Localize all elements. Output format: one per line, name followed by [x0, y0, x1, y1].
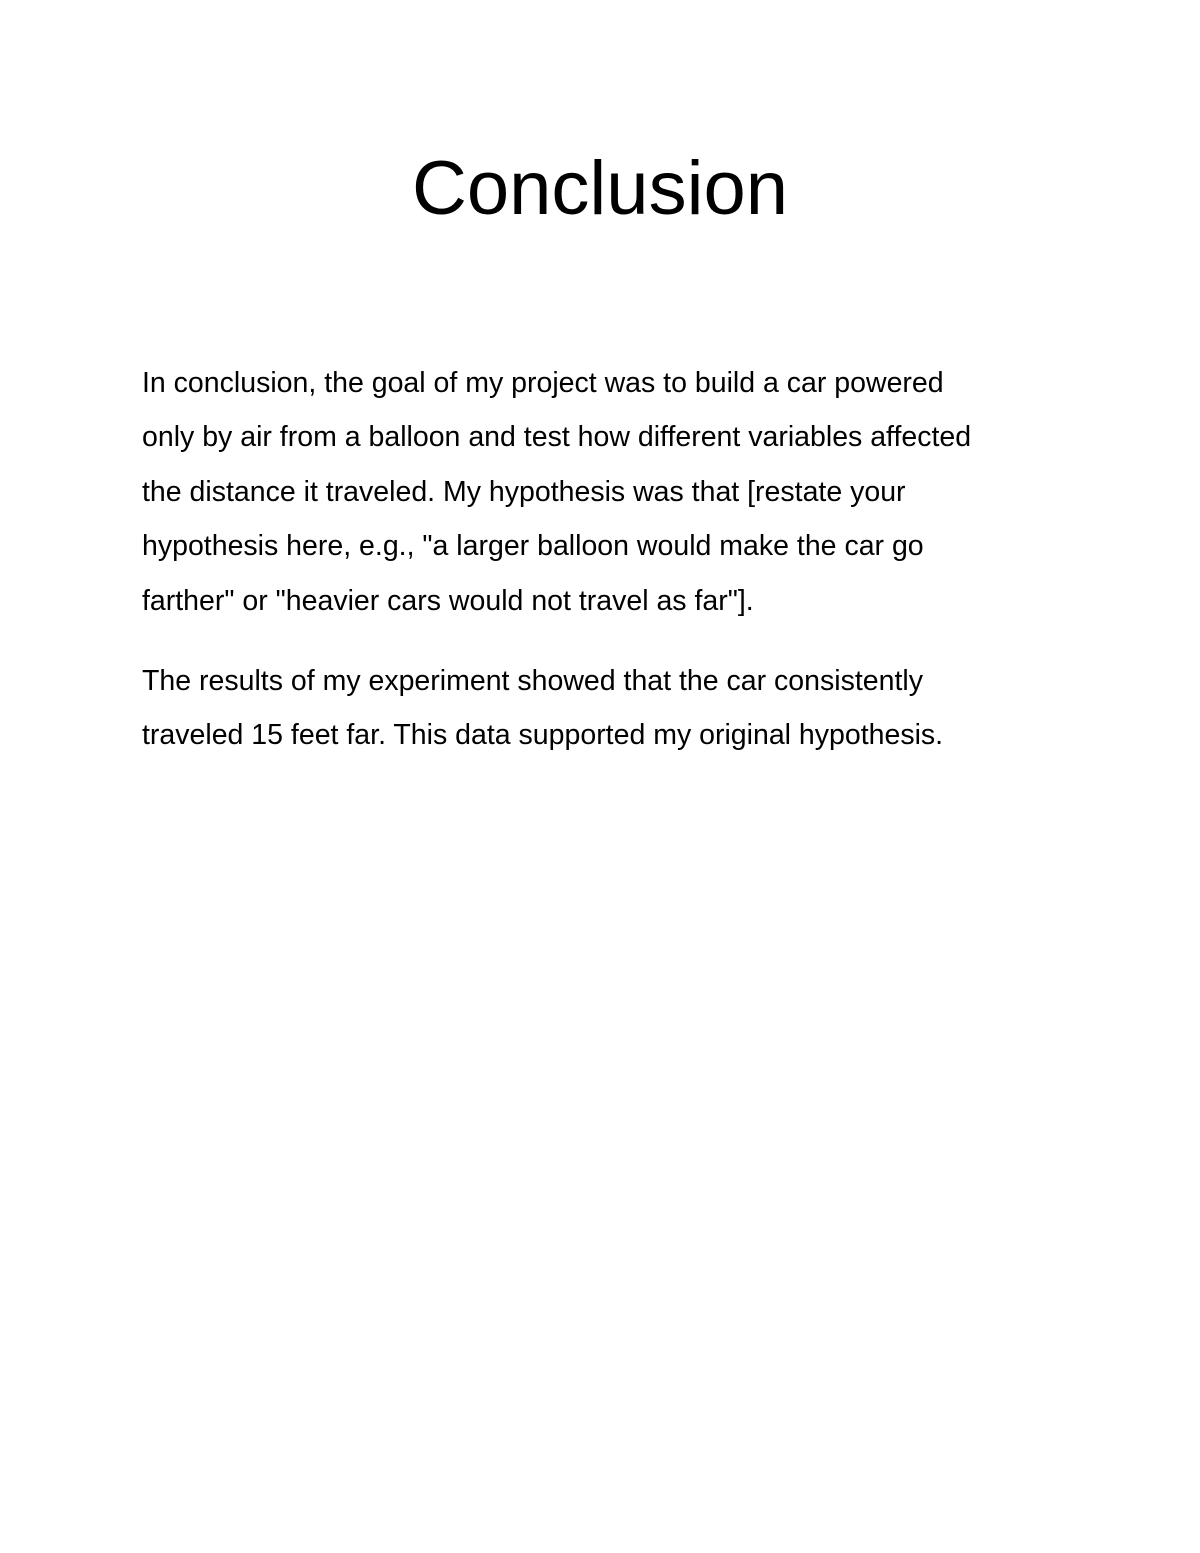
text-line: In conclusion, the goal of my project was to build a car powered: [142, 367, 944, 399]
text-line: farther" or "heavier cars would not travel as far"].: [142, 584, 754, 617]
text-line: the distance it traveled. My hypothesis was that [restate your: [142, 475, 906, 508]
text-line: traveled 15 feet far. This data supported my original hypothesis.: [142, 719, 944, 752]
text-line: The results of my experiment showed that the car consistently: [142, 665, 923, 698]
page-title: Conclusion: [412, 146, 788, 231]
text-line: only by air from a balloon and test how different variables affected: [142, 421, 972, 454]
paragraph-hypothesis: [142, 356, 1072, 628]
paragraph-results: [142, 654, 1072, 763]
text-line: hypothesis here, e.g., "a larger balloon would make the car go: [142, 530, 924, 563]
document-body: [142, 356, 1072, 789]
